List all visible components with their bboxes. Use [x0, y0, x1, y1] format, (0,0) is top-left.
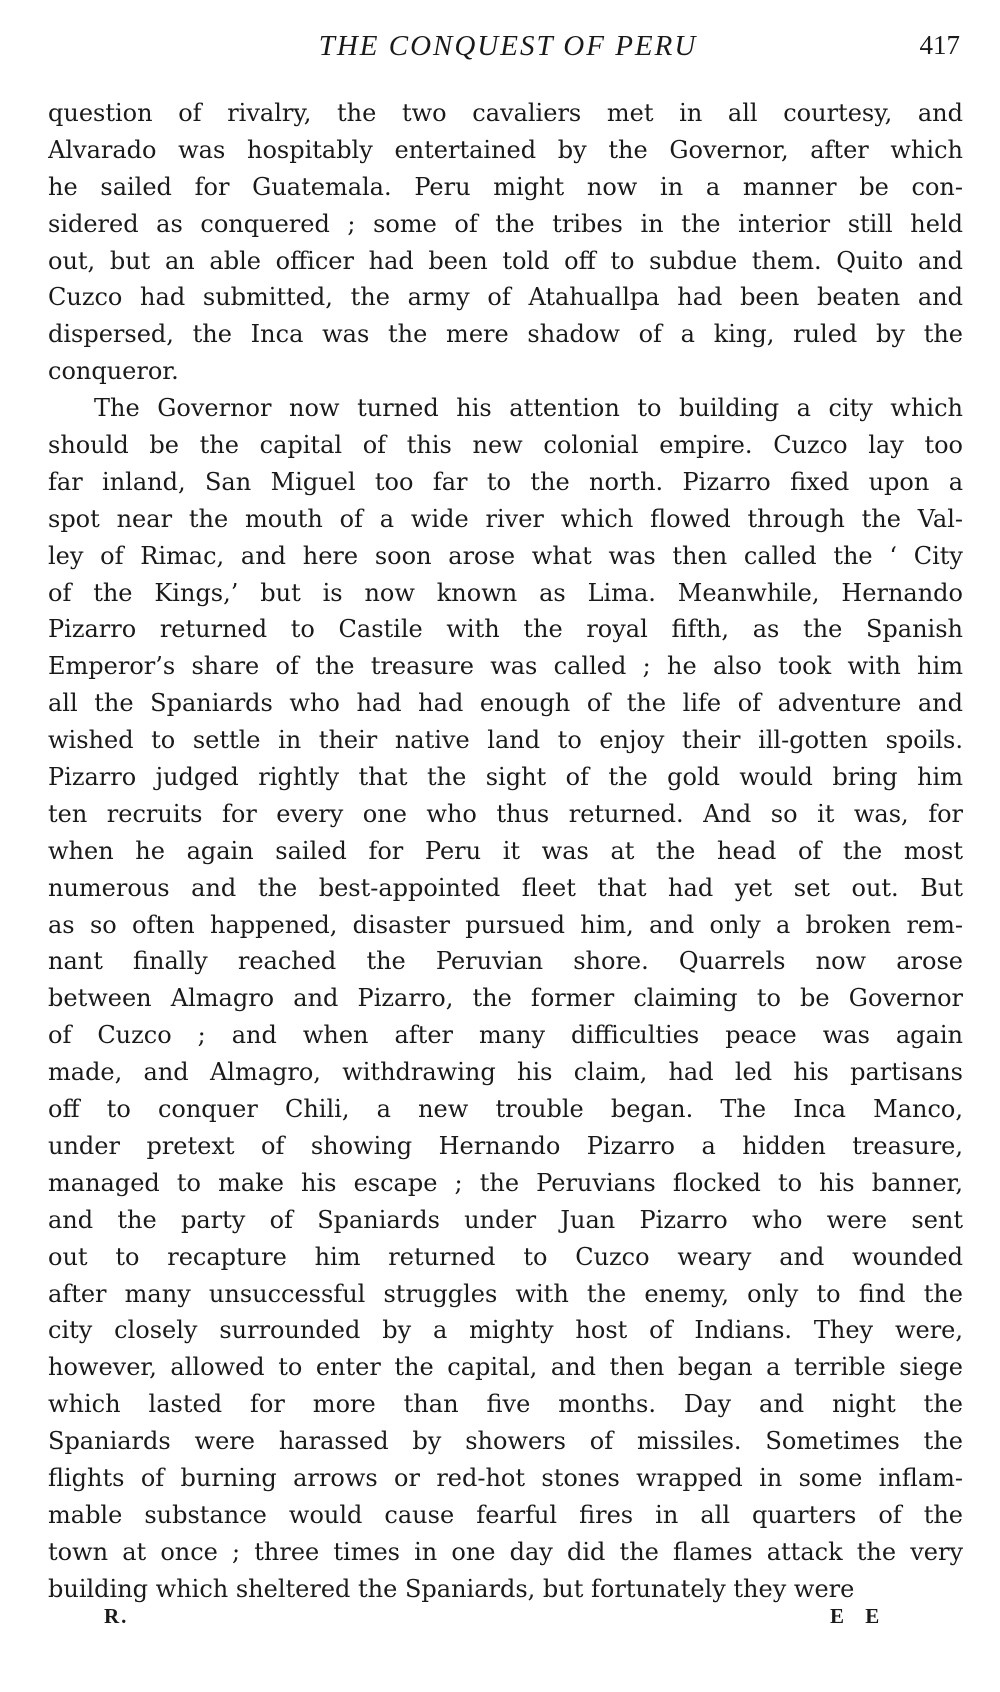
page-footer	[48, 1598, 963, 1638]
text-line: should be the capital of this new colonial empire. Cuzco lay too	[48, 431, 963, 460]
text-line: as so often happened, disaster pursued him, and only a broken rem-	[48, 910, 963, 939]
text-line: he sailed for Guatemala. Peru might now in a manner be con-	[48, 172, 963, 201]
text-line: and the party of Spaniards under Juan Pizarro who were sent	[48, 1205, 963, 1234]
signature-mark-left: R.	[104, 1604, 129, 1628]
text-line: managed to make his escape ; the Peruvians flocked to his banner,	[48, 1168, 963, 1197]
signature-mark-right: E E	[830, 1604, 888, 1628]
text-line: nant finally reached the Peruvian shore. Quarrels now arose	[48, 947, 963, 976]
text-line: far inland, San Miguel too far to the north. Pizarro fixed upon a	[48, 467, 963, 496]
text-line: city closely surrounded by a mighty host of Indians. They were,	[48, 1316, 963, 1345]
page-number: 417	[919, 30, 960, 60]
text-line: all the Spaniards who had had enough of the life of adventure and	[48, 689, 963, 718]
running-title: THE CONQUEST OF PERU	[318, 30, 698, 62]
text-line: after many unsuccessful struggles with the enemy, only to find the	[48, 1279, 963, 1308]
text-line: sidered as conquered ; some of the tribes in the interior still held	[48, 209, 963, 238]
text-line: building which sheltered the Spaniards, but fortunately they were	[48, 1574, 855, 1603]
text-line: of Cuzco ; and when after many difficulties peace was again	[48, 1021, 963, 1050]
text-line: Pizarro judged rightly that the sight of the gold would bring him	[48, 763, 963, 792]
text-line: made, and Almagro, withdrawing his claim, had led his partisans	[48, 1058, 963, 1087]
text-line: however, allowed to enter the capital, and then began a terrible siege	[48, 1353, 963, 1382]
page-header	[48, 20, 968, 70]
text-line: numerous and the best-appointed fleet that had yet set out. But	[48, 873, 963, 902]
text-line: dispersed, the Inca was the mere shadow of a king, ruled by the	[48, 320, 963, 349]
text-line: spot near the mouth of a wide river which flowed through the Val-	[48, 504, 963, 533]
text-line: Pizarro returned to Castile with the royal fifth, as the Spanish	[48, 615, 963, 644]
text-line: of the Kings,’ but is now known as Lima. Meanwhile, Hernando	[48, 578, 963, 607]
text-line: Spaniards were harassed by showers of missiles. Sometimes the	[48, 1427, 963, 1456]
text-line: off to conquer Chili, a new trouble began. The Inca Manco,	[48, 1095, 963, 1124]
text-line: under pretext of showing Hernando Pizarro a hidden treasure,	[48, 1131, 963, 1160]
text-line: town at once ; three times in one day did the flames attack the very	[48, 1537, 963, 1566]
text-line: Alvarado was hospitably entertained by the Governor, after which	[48, 135, 963, 164]
text-line: out to recapture him returned to Cuzco weary and wounded	[48, 1242, 963, 1271]
text-line: wished to settle in their native land to enjoy their ill-gotten spoils.	[48, 726, 963, 755]
text-line: Emperor’s share of the treasure was called ; he also took with him	[48, 652, 963, 681]
text-line: ten recruits for every one who thus returned. And so it was, for	[48, 799, 963, 828]
text-line: Cuzco had submitted, the army of Atahuallpa had been beaten and	[48, 283, 963, 312]
text-line: question of rivalry, the two cavaliers met in all courtesy, and	[48, 99, 963, 127]
body-text	[48, 95, 963, 1608]
paragraph	[48, 95, 963, 390]
text-line: mable substance would cause fearful fires in all quarters of the	[48, 1500, 963, 1529]
paragraph	[48, 390, 963, 1607]
text-line: flights of burning arrows or red-hot stones wrapped in some inflam-	[48, 1463, 963, 1492]
text-line: conqueror.	[48, 357, 179, 386]
text-line: which lasted for more than five months. Day and night the	[48, 1390, 963, 1419]
text-line: out, but an able officer had been told off to subdue them. Quito and	[48, 246, 963, 275]
text-line: between Almagro and Pizarro, the former claiming to be Governor	[48, 984, 963, 1013]
text-line: when he again sailed for Peru it was at the head of the most	[48, 836, 963, 865]
text-line: The Governor now turned his attention to building a city which	[94, 394, 963, 423]
text-line: ley of Rimac, and here soon arose what was then called the ‘ City	[48, 541, 963, 570]
